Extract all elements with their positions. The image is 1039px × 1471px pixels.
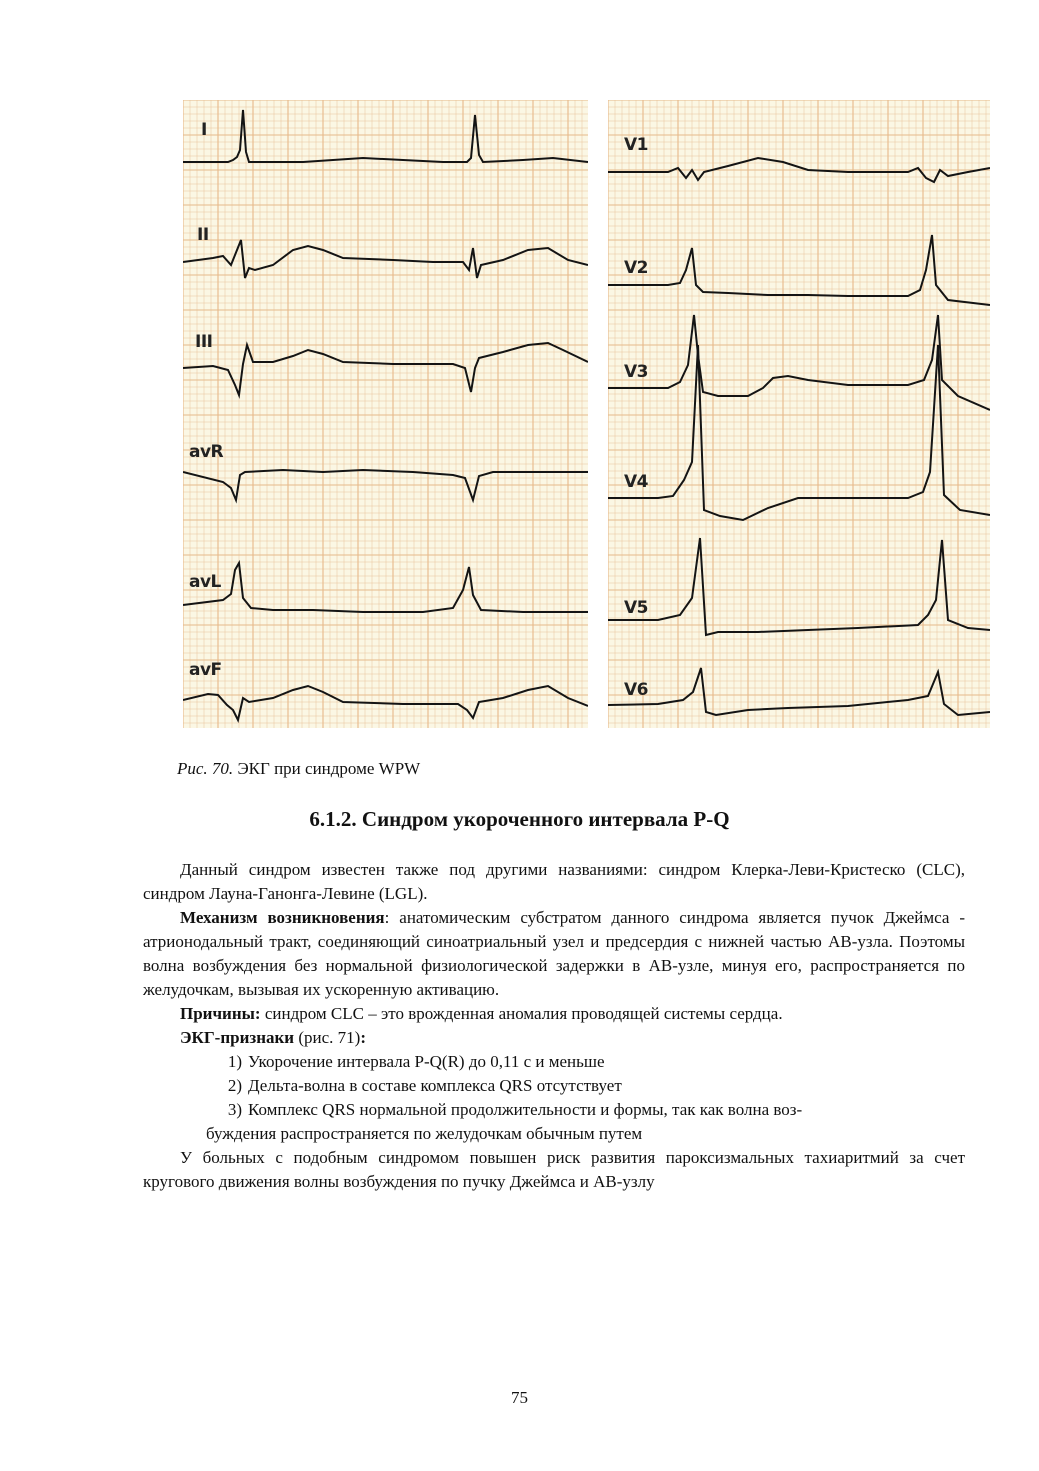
ecg-traces-limb	[183, 100, 588, 728]
paragraph-risk: У больных с подобным синдромом повышен риск развития пароксизмальных тахиаритмий за счет кругового движения волны возбуждения по пучку Джеймса и АВ-узлу	[143, 1148, 965, 1191]
lead-label-avF: avF	[189, 660, 222, 680]
lead-label-V4: V4	[624, 472, 648, 492]
paragraph-mechanism	[143, 906, 965, 1002]
lead-label-I: I	[201, 120, 207, 140]
page-number: 75	[511, 1388, 528, 1407]
lead-label-avL: avL	[189, 572, 221, 592]
ecg-trace-V3	[608, 315, 990, 410]
ecg-signs-label: ЭКГ-признаки	[180, 1028, 295, 1047]
ecg-panel-limb-leads	[183, 100, 588, 728]
section-title: 6.1.2. Синдром укороченного интервала P-Q	[309, 807, 730, 831]
paragraph-synonyms: Данный синдром известен также под другими названиями: синдром Клерка-Леви-Кристеско (CLC), синдром Лауна-Ганонга-Левине (LGL).	[143, 860, 965, 903]
ecg-trace-I	[183, 110, 588, 162]
lead-label-II: II	[197, 225, 209, 245]
list-item-continuation: буждения распространяется по желудочкам обычным путем	[206, 1124, 643, 1143]
mechanism-text: : анатомическим субстратом данного синдрома является пучок Джеймса - атрионодальный тракт, соединяющий синоатриальный узел и предсердия с нижней частью АВ-узла. Поэтомы волна возбуждения без нормальной физиологической задержки в АВ-узле, минуя его, распространяется по желудочкам, вызывая их ускоренную активацию.	[143, 908, 965, 999]
mechanism-label: Механизм возникновения	[180, 908, 385, 927]
lead-label-V2: V2	[624, 258, 648, 278]
lead-label-V3: V3	[624, 362, 648, 382]
list-item	[143, 1050, 965, 1074]
paragraph-ecg-signs	[143, 1026, 965, 1050]
causes-text: синдром CLC – это врожденная аномалия проводящей системы сердца.	[260, 1004, 783, 1023]
body-text	[143, 858, 965, 1194]
figure-caption	[177, 759, 420, 779]
list-item-text: Комплекс QRS нормальной продолжительности и формы, так как волна воз-	[248, 1100, 803, 1119]
lead-label-avR: avR	[189, 442, 224, 462]
lead-label-V1: V1	[624, 135, 648, 155]
figure-caption-text: ЭКГ при синдроме WPW	[237, 759, 421, 778]
ecg-trace-V4	[608, 345, 990, 520]
causes-label: Причины:	[180, 1004, 261, 1023]
ecg-trace-avF	[183, 686, 588, 720]
ecg-signs-colon: :	[360, 1028, 366, 1047]
lead-label-V6: V6	[624, 680, 648, 700]
lead-label-III: III	[195, 332, 213, 352]
list-item-number: 1)	[227, 1052, 242, 1071]
list-item	[143, 1098, 965, 1146]
ecg-signs-list	[143, 1050, 965, 1146]
ecg-signs-ref: (рис. 71)	[294, 1028, 361, 1047]
ecg-panel-chest-leads	[608, 100, 990, 728]
ecg-traces-chest	[608, 100, 990, 728]
list-item-number: 3)	[227, 1100, 242, 1119]
list-item	[143, 1074, 965, 1098]
ecg-trace-V2	[608, 235, 990, 305]
ecg-trace-avL	[183, 563, 588, 612]
ecg-trace-V6	[608, 668, 990, 715]
ecg-trace-III	[183, 343, 588, 395]
figure-caption-number: Рис. 70.	[177, 759, 234, 778]
list-item-number: 2)	[227, 1076, 242, 1095]
list-item-text: Дельта-волна в составе комплекса QRS отсутствует	[248, 1076, 622, 1095]
ecg-grid	[183, 100, 588, 728]
ecg-trace-II	[183, 240, 588, 278]
paragraph-causes	[143, 1002, 965, 1026]
ecg-trace-V5	[608, 538, 990, 635]
lead-label-V5: V5	[624, 598, 648, 618]
list-item-text: Укорочение интервала P-Q(R) до 0,11 с и меньше	[248, 1052, 605, 1071]
